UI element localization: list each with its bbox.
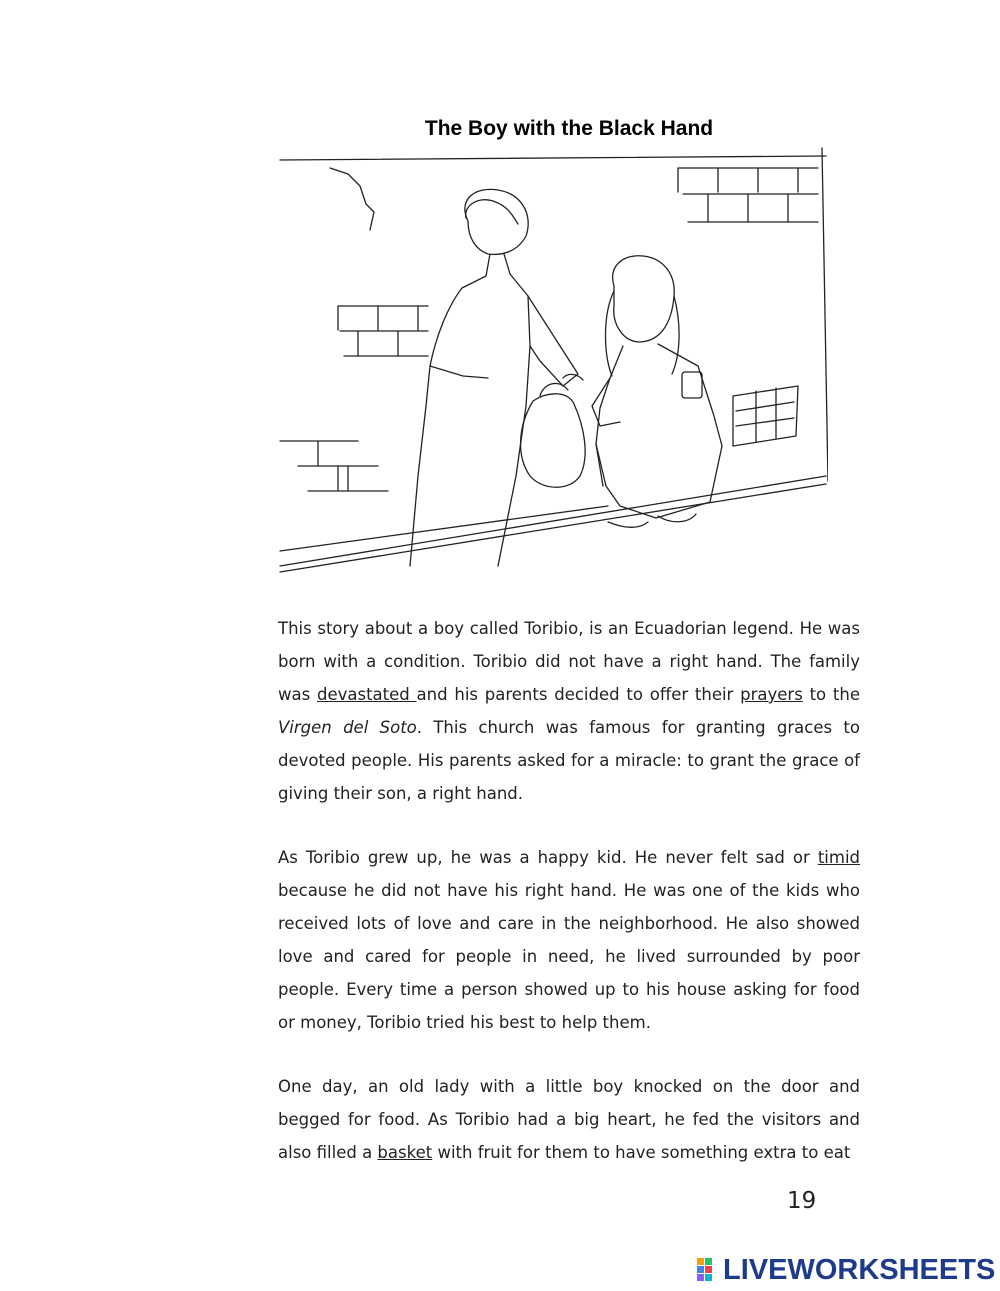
liveworksheets-brand-text: LIVEWORKSHEETS — [723, 1253, 996, 1286]
paragraph-1-text-c: to the — [802, 685, 860, 704]
virgen-del-soto-text: Virgen del Soto — [278, 718, 417, 737]
paragraph-1-text-a: This story about a boy called Toribio, is an Ecuadorian legend. He was born with a condition. Toribio did not have a right hand. The family was — [278, 619, 860, 704]
word-timid: timid — [817, 848, 860, 867]
paragraph-3 — [278, 1070, 860, 1169]
boy-giving-bag-to-old-woman-drawing — [278, 146, 828, 576]
paragraph-3-text-a: One day, an old lady with a little boy knocked on the door and begged for food. As Toribio had a big heart, he fed the visitors and also filled a — [278, 1077, 860, 1162]
paragraph-2 — [278, 841, 860, 1039]
paragraph-1 — [278, 612, 860, 810]
paragraph-2-text-a: As Toribio grew up, he was a happy kid. He never felt sad or — [278, 848, 818, 867]
page-title: The Boy with the Black Hand — [424, 117, 714, 140]
word-devastated: devastated — [316, 685, 417, 704]
liveworksheets-logo-icon — [697, 1258, 721, 1282]
paragraph-3-text-b: with fruit for them to have something extra to eat — [432, 1143, 851, 1162]
paragraph-1-text-d: . This church was famous for granting graces to devoted people. His parents asked for a miracle: to grant the grace of giving their son, a right hand. — [278, 718, 860, 803]
word-prayers: prayers — [740, 685, 803, 704]
liveworksheets-brand[interactable] — [697, 1254, 995, 1286]
page-number: 19 — [787, 1188, 817, 1214]
paragraph-1-text-b: and his parents decided to offer their — [416, 685, 741, 704]
paragraph-2-text-b: because he did not have his right hand. He was one of the kids who received lots of love and care in the neighborhood. He also showed love and cared for people in need, he lived surrounded by poor people. Every time a person showed up to his house asking for food or money, Toribio tried his best to help them. — [278, 881, 860, 1032]
word-basket: basket — [377, 1143, 433, 1162]
